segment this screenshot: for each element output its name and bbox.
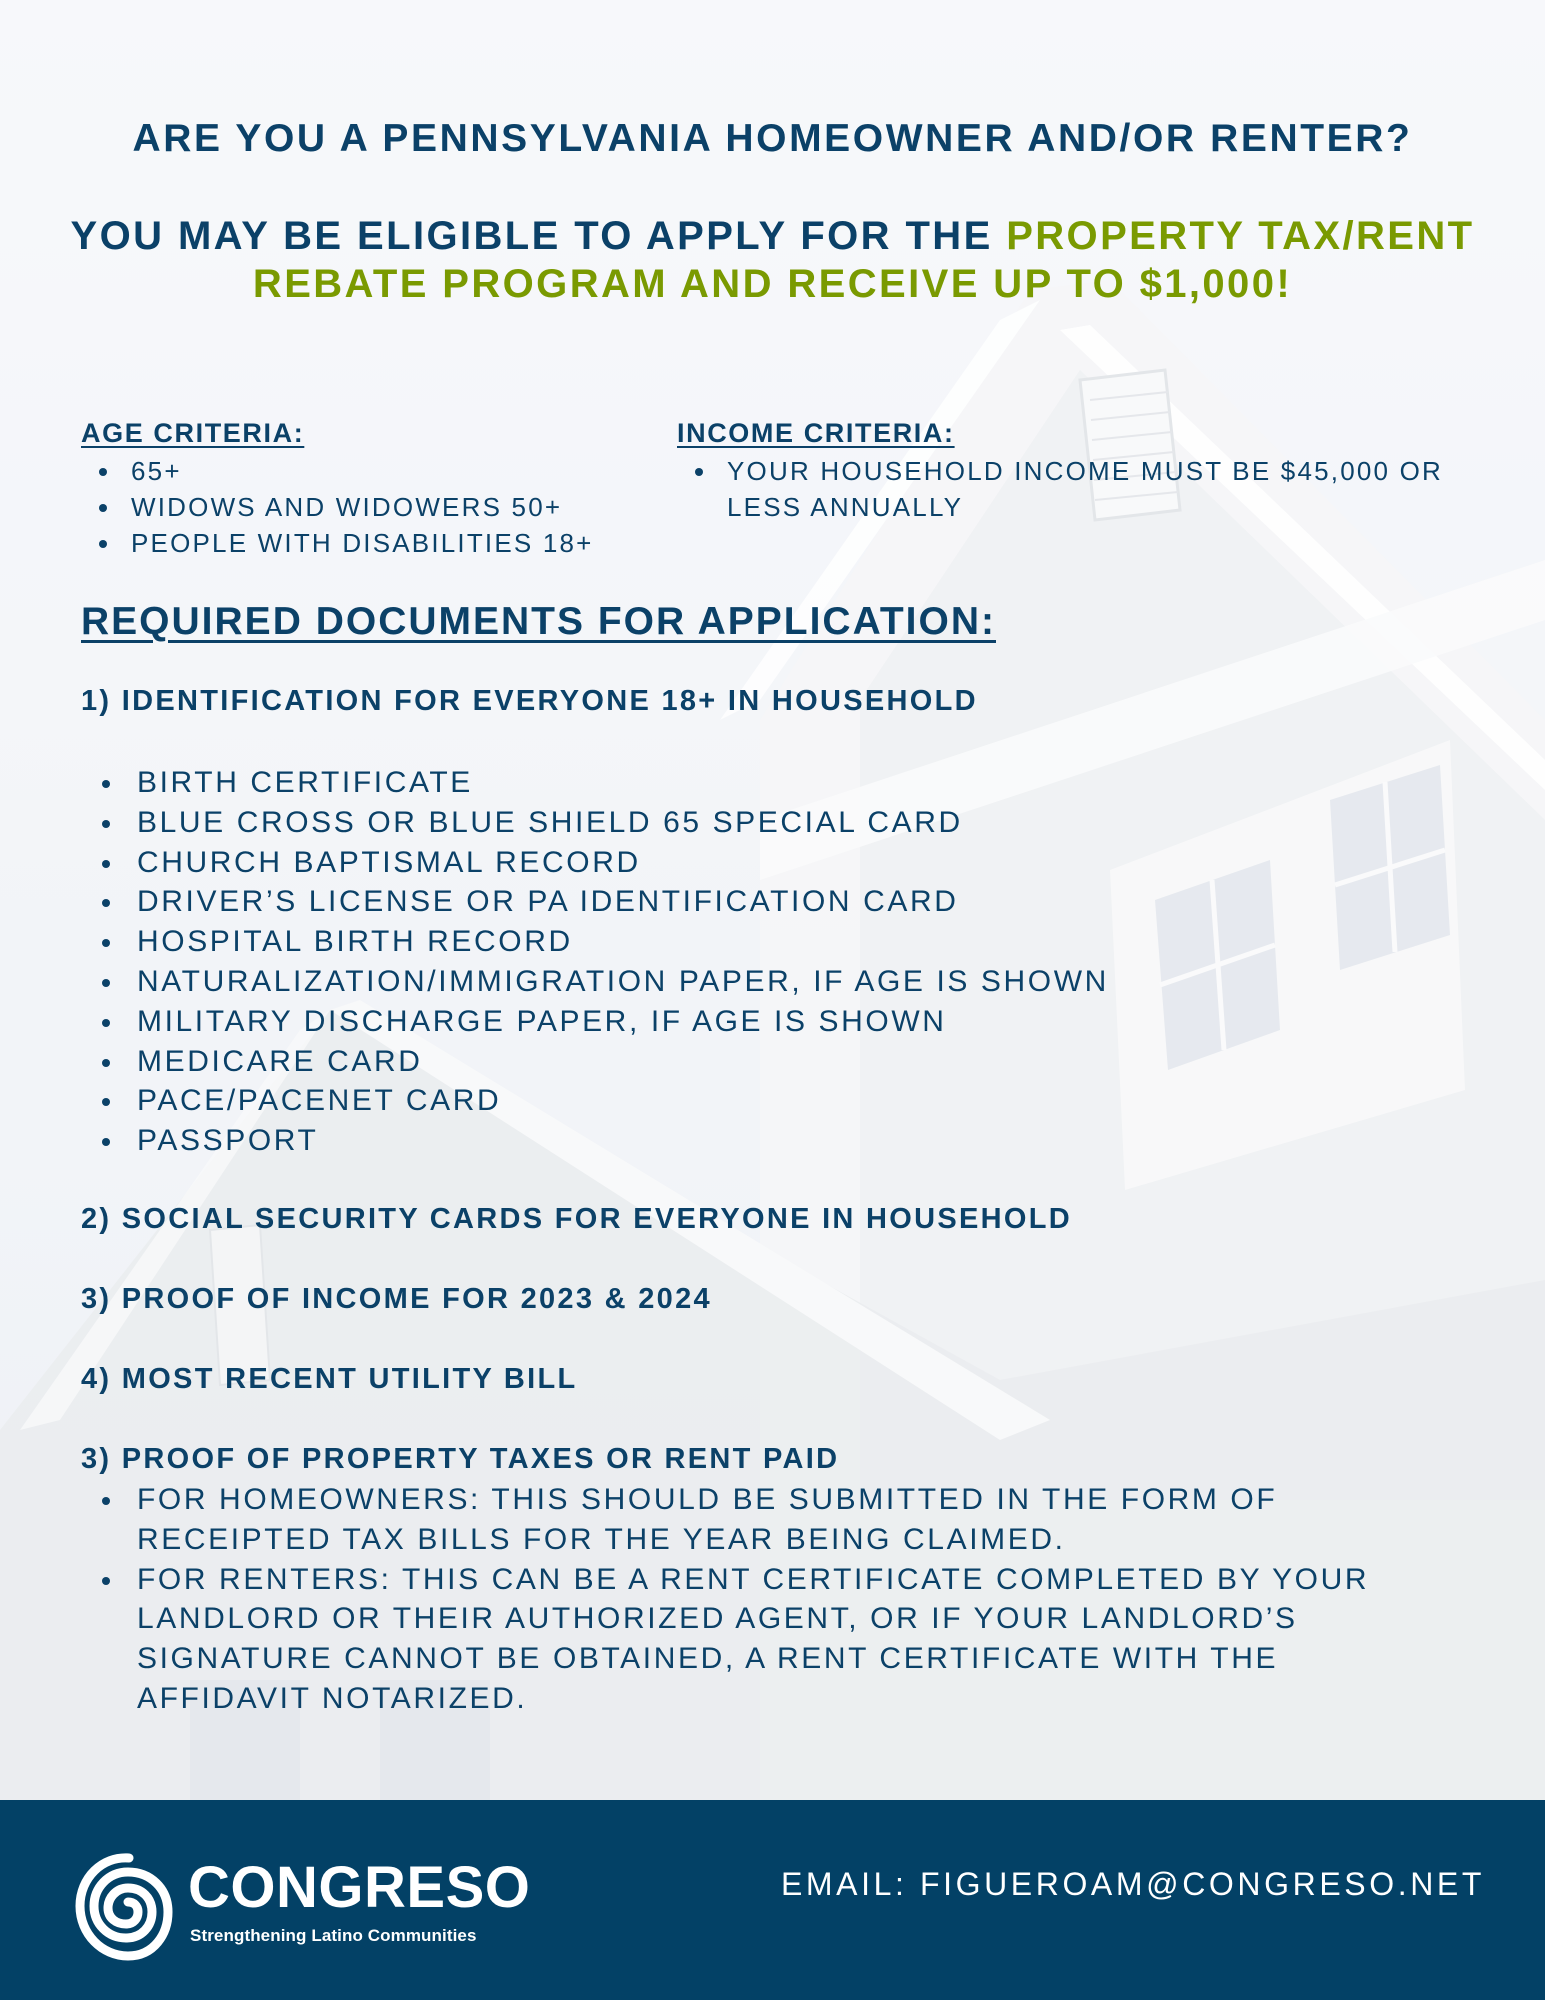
- logo-wordmark: CONGRESO: [188, 1855, 531, 1920]
- id-document-item: MILITARY DISCHARGE PAPER, IF AGE IS SHOWN: [81, 1002, 1381, 1042]
- id-document-item: CHURCH BAPTISMAL RECORD: [81, 843, 1381, 883]
- age-criteria-list: [81, 453, 661, 561]
- step-proof-of-income: 3) PROOF OF INCOME FOR 2023 & 2024: [81, 1283, 712, 1315]
- contact-email[interactable]: EMAIL: FIGUEROAM@CONGRESO.NET: [780, 1866, 1485, 1902]
- id-document-item: PASSPORT: [81, 1121, 1381, 1161]
- age-criteria-item: PEOPLE WITH DISABILITIES 18+: [81, 525, 661, 561]
- income-criteria-heading: INCOME CRITERIA:: [677, 418, 955, 448]
- proof-item-renters: FOR RENTERS: THIS CAN BE A RENT CERTIFICATE COMPLETED BY YOUR LANDLORD OR THEIR AUTHORIZED AGENT, OR IF YOUR LANDLORD’S SIGNATURE CANNOT BE OBTAINED, A RENT CERTIFICATE WITH THE AFFIDAVIT NOTARIZED.: [81, 1560, 1401, 1719]
- headline-program-highlight: PROPERTY TAX/RENT REBATE PROGRAM AND RECEIVE UP TO $1,000!: [252, 214, 1475, 306]
- id-document-item: BIRTH CERTIFICATE: [81, 763, 1381, 803]
- headline-eligibility: [40, 212, 1505, 308]
- proof-item-homeowners: FOR HOMEOWNERS: THIS SHOULD BE SUBMITTED IN THE FORM OF RECEIPTED TAX BILLS FOR THE YEAR BEING CLAIMED.: [81, 1480, 1401, 1560]
- property-tax-rent-list: [81, 1480, 1401, 1719]
- income-criteria-item: YOUR HOUSEHOLD INCOME MUST BE $45,000 OR LESS ANNUALLY: [677, 453, 1507, 525]
- headline-eligibility-prefix: YOU MAY BE ELIGIBLE TO APPLY FOR THE: [70, 214, 1007, 258]
- id-document-item: HOSPITAL BIRTH RECORD: [81, 922, 1381, 962]
- spiral-icon: [74, 1852, 174, 1962]
- id-document-item: BLUE CROSS OR BLUE SHIELD 65 SPECIAL CARD: [81, 803, 1381, 843]
- age-criteria-heading: AGE CRITERIA:: [81, 418, 305, 448]
- id-document-item: NATURALIZATION/IMMIGRATION PAPER, IF AGE IS SHOWN: [81, 962, 1381, 1002]
- step-social-security: 2) SOCIAL SECURITY CARDS FOR EVERYONE IN HOUSEHOLD: [81, 1203, 1073, 1235]
- id-document-item: DRIVER’S LICENSE OR PA IDENTIFICATION CARD: [81, 882, 1381, 922]
- id-document-item: PACE/PACENET CARD: [81, 1081, 1381, 1121]
- age-criteria-item: 65+: [81, 453, 661, 489]
- step-property-taxes-rent: 3) PROOF OF PROPERTY TAXES OR RENT PAID: [81, 1443, 840, 1475]
- income-criteria-list: [677, 453, 1507, 525]
- age-criteria-item: WIDOWS AND WIDOWERS 50+: [81, 489, 661, 525]
- footer-bar: [0, 1800, 1545, 2000]
- identification-documents-list: [81, 763, 1381, 1161]
- step-identification: 1) IDENTIFICATION FOR EVERYONE 18+ IN HOUSEHOLD: [81, 685, 978, 717]
- logo-tagline: Strengthening Latino Communities: [190, 1926, 477, 1945]
- headline-question: ARE YOU A PENNSYLVANIA HOMEOWNER AND/OR RENTER?: [132, 117, 1413, 160]
- step-utility-bill: 4) MOST RECENT UTILITY BILL: [81, 1363, 578, 1395]
- id-document-item: MEDICARE CARD: [81, 1042, 1381, 1082]
- congreso-logo: [74, 1852, 544, 1962]
- required-documents-heading: REQUIRED DOCUMENTS FOR APPLICATION:: [81, 600, 996, 643]
